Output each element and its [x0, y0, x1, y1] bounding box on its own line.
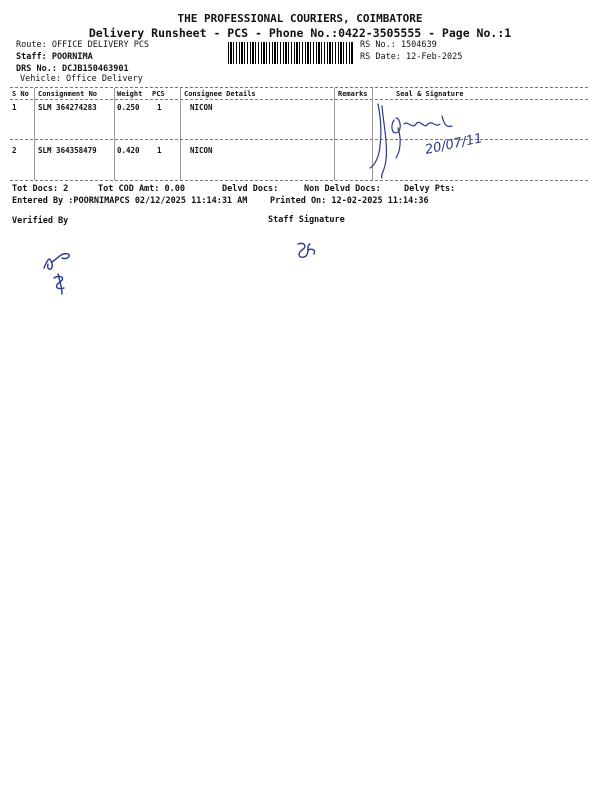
- col-divider: [114, 88, 115, 180]
- staff-signature-label: Staff Signature: [268, 215, 345, 225]
- col-divider: [34, 88, 35, 180]
- staff-initials: [292, 238, 322, 262]
- col-header-seal: Seal & Signature: [396, 90, 464, 98]
- company-title: THE PROFESSIONAL COURIERS, COIMBATORE: [177, 12, 423, 25]
- table-top-rule: [10, 87, 588, 88]
- handwritten-signature: [360, 100, 510, 180]
- col-header-sno: S No: [12, 90, 29, 98]
- row2-consignee: NICON: [190, 146, 213, 155]
- col-header-pcs: PCS: [152, 90, 165, 98]
- rs-date: RS Date: 12-Feb-2025: [360, 52, 463, 62]
- row2-weight: 0.420: [117, 146, 140, 155]
- handwritten-date: 20/07/11: [423, 131, 484, 158]
- delvy-pts: Delvy Pts:: [404, 184, 456, 194]
- col-header-remarks: Remarks: [338, 90, 368, 98]
- col-header-consignee: Consignee Details: [184, 90, 256, 98]
- entered-by: Entered By :POORNIMAPCS 02/12/2025 11:14:31 AM: [12, 196, 248, 206]
- row2-consignment: SLM 364358479: [38, 146, 97, 155]
- row1-consignee: NICON: [190, 103, 213, 112]
- verified-by-label: Verified By: [12, 216, 69, 226]
- col-divider: [334, 88, 335, 180]
- row2-sno: 2: [12, 146, 17, 155]
- staff-label: Staff: POORNIMA: [16, 52, 93, 62]
- drs-number: DRS No.: DCJB150463901: [16, 64, 129, 74]
- verifier-initials: [36, 238, 96, 298]
- delvd-docs: Delvd Docs:: [222, 184, 279, 194]
- runsheet-subtitle: Delivery Runsheet - PCS - Phone No.:0422-3505555 - Page No.:1: [88, 26, 512, 40]
- row1-pcs: 1: [157, 103, 162, 112]
- printed-on: Printed On: 12-02-2025 11:14:36: [270, 196, 429, 206]
- tot-cod-amount: Tot COD Amt: 0.00: [98, 184, 185, 194]
- barcode-image: [228, 42, 354, 64]
- table-bottom-rule: [10, 180, 588, 181]
- row1-sno: 1: [12, 103, 17, 112]
- col-header-weight: Weight: [117, 90, 143, 98]
- route-label: Route: OFFICE DELIVERY PCS: [16, 40, 150, 50]
- vehicle-label: Vehicle: Office Delivery: [20, 74, 143, 84]
- rs-number: RS No.: 1504639: [360, 40, 437, 50]
- row1-consignment: SLM 364274283: [38, 103, 97, 112]
- tot-docs: Tot Docs: 2: [12, 184, 69, 194]
- col-divider: [180, 88, 181, 180]
- row1-weight: 0.250: [117, 103, 140, 112]
- non-delvd-docs: Non Delvd Docs:: [304, 184, 381, 194]
- col-header-consignment: Consignment No: [38, 90, 98, 98]
- row2-pcs: 1: [157, 146, 162, 155]
